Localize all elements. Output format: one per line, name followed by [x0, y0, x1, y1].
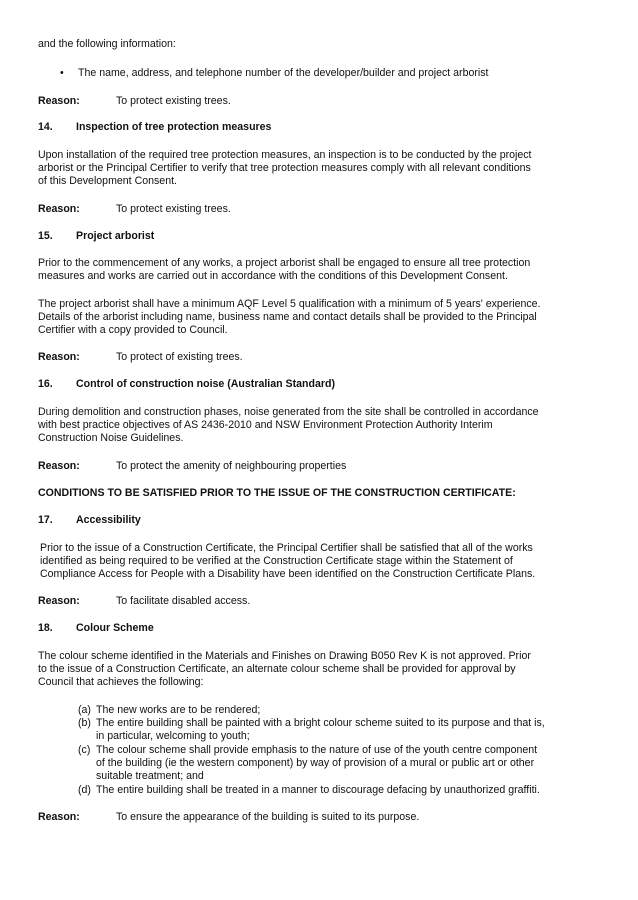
section-16-line: During demolition and construction phases, noise generated from the site shall be controlled in accordance — [38, 406, 539, 418]
section-heading-18 — [38, 622, 600, 635]
section-15-p1-line: Prior to the commencement of any works, a project arborist shall be engaged to ensure all tree protection — [38, 257, 531, 269]
list-item-text: The colour scheme shall provide emphasis to the nature of use of the youth centre component — [96, 744, 538, 756]
section-18-line: to the issue of a Construction Certificate, an alternate colour scheme shall be provided for approval by — [38, 663, 516, 675]
section-15-p2-line: The project arborist shall have a minimum AQF Level 5 qualification with a minimum of 5 years' experience. — [38, 298, 541, 310]
section-heading-17 — [38, 514, 600, 527]
list-item-text: suitable treatment; and — [96, 770, 204, 782]
section-number-17: 17. — [38, 514, 53, 526]
reason-text-13: To protect existing trees. — [116, 95, 231, 107]
section-number-18: 18. — [38, 622, 53, 634]
reason-label: Reason: — [38, 595, 80, 607]
section-17-line: identified as being required to be verified at the Construction Certificate stage within the Statement of — [40, 555, 513, 567]
section-14-line: of this Development Consent. — [38, 175, 177, 187]
reason-label: Reason: — [38, 351, 80, 363]
section-15-p2-line: Certifier with a copy provided to Council. — [38, 324, 228, 336]
reason-row-14 — [38, 203, 600, 216]
list-item-text: in particular, welcoming to youth; — [96, 730, 250, 742]
reason-text-18: To ensure the appearance of the building is suited to its purpose. — [116, 811, 420, 823]
intro-lead-in: and the following information: — [38, 38, 176, 50]
reason-row-13 — [38, 95, 600, 108]
list-item-text: of the building (ie the western component) by way of provision of a mural or public art or other — [96, 757, 535, 769]
list-item-letter: (b) — [78, 717, 91, 729]
reason-row-18 — [38, 811, 600, 824]
reason-text-16: To protect the amenity of neighbouring properties — [116, 460, 347, 472]
section-14-line: Upon installation of the required tree protection measures, an inspection is to be conducted by the project — [38, 149, 532, 161]
list-item-text: The entire building shall be treated in a manner to discourage defacing by unauthorized graffiti. — [96, 784, 540, 796]
section-title-14: Inspection of tree protection measures — [76, 121, 272, 133]
reason-text-17: To facilitate disabled access. — [116, 595, 251, 607]
reason-text-15: To protect of existing trees. — [116, 351, 243, 363]
list-item-letter: (d) — [78, 784, 91, 796]
section-heading-14 — [38, 121, 600, 134]
section-17-line: Compliance Access for People with a Disability have been identified on the Construction Certificate Plans. — [40, 568, 536, 580]
section-15-p2-line: Details of the arborist including name, business name and contact details shall be provided to the Principal — [38, 311, 537, 323]
construction-certificate-heading: CONDITIONS TO BE SATISFIED PRIOR TO THE ISSUE OF THE CONSTRUCTION CERTIFICATE: — [38, 487, 516, 499]
list-item-text: The entire building shall be painted with a bright colour scheme suited to its purpose and that is, — [96, 717, 545, 729]
bullet-icon: • — [60, 67, 64, 79]
reason-row-16 — [38, 460, 600, 473]
list-item-text: The new works are to be rendered; — [96, 704, 261, 716]
reason-row-15 — [38, 351, 600, 364]
section-title-18: Colour Scheme — [76, 622, 154, 634]
section-heading-16 — [38, 378, 600, 391]
section-18-line: The colour scheme identified in the Materials and Finishes on Drawing B050 Rev K is not approved. Prior — [38, 650, 531, 662]
section-17-line: Prior to the issue of a Construction Certificate, the Principal Certifier shall be satisfied that all of the works — [40, 542, 533, 554]
section-heading-15 — [38, 230, 600, 243]
reason-label: Reason: — [38, 95, 80, 107]
reason-label: Reason: — [38, 203, 80, 215]
reason-label: Reason: — [38, 460, 80, 472]
reason-row-17 — [38, 595, 600, 608]
list-item-letter: (a) — [78, 704, 91, 716]
section-16-line: with best practice objectives of AS 2436-2010 and NSW Environment Protection Authority Interim — [38, 419, 493, 431]
section-title-16: Control of construction noise (Australian Standard) — [76, 378, 335, 390]
section-number-16: 16. — [38, 378, 53, 390]
reason-text-14: To protect existing trees. — [116, 203, 231, 215]
section-number-14: 14. — [38, 121, 53, 133]
section-14-line: arborist or the Principal Certifier to verify that tree protection measures comply with all relevant conditions — [38, 162, 531, 174]
section-number-15: 15. — [38, 230, 53, 242]
section-15-p1-line: measures and works are carried out in accordance with the conditions of this Development Consent. — [38, 270, 508, 282]
reason-label: Reason: — [38, 811, 80, 823]
section-title-15: Project arborist — [76, 230, 155, 242]
section-18-line: Council that achieves the following: — [38, 676, 204, 688]
list-item-letter: (c) — [78, 744, 91, 756]
intro-bullet-text: The name, address, and telephone number of the developer/builder and project arborist — [78, 67, 489, 79]
section-title-17: Accessibility — [76, 514, 141, 526]
section-16-line: Construction Noise Guidelines. — [38, 432, 184, 444]
